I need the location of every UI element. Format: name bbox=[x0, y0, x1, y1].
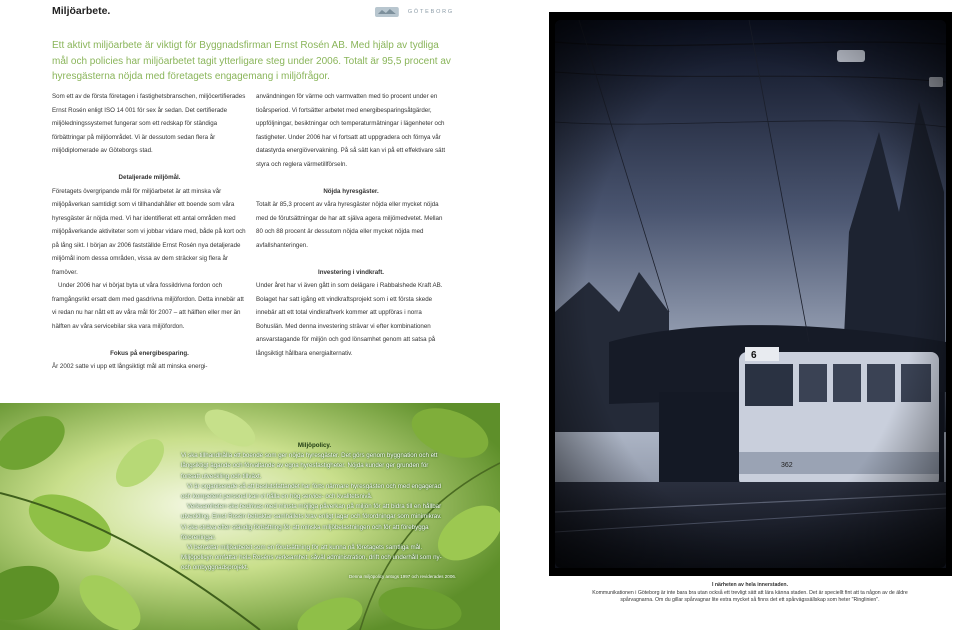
policy-paragraph: Vi ska tillhandhålla ett boende som ger nöjda hyresgäster. Det görs genom byggnation och ett långsiktigt ägande och förvaltande av egna hyresfastigheter. Nöjda kunder ger grunden för fortsatt utveckling och tillväxt. bbox=[181, 452, 438, 480]
text-column-left bbox=[52, 90, 247, 374]
caption-text: Kommunikationen i Göteborg är inte bara bra utan också ett trevligt sätt att lära känna staden. Det är speciellt fint att ta någon av de äldre spårvagnarna. Om du gillar spårvagnar lite extra mycket så finns det ett spårvägssällskap som heter "Ringlinien". bbox=[592, 589, 908, 604]
logo-text: GÖTEBORG bbox=[407, 9, 454, 15]
paragraph: År 2002 satte vi upp ett långsiktigt mål att minska energi- bbox=[52, 363, 208, 370]
spacer bbox=[52, 333, 247, 347]
policy-paragraph: Verksamheten ska bedrivas med minsta möjliga påverkan på miljön för att bidra till en hållbar utveckling. Ernst Rosén betraktar samhällets krav enligt lagar och förordningar som minimikrav. Vi ska sträva efter ständig förbättring för att minska miljöbelastningen och för att förebygga föroreningar. bbox=[181, 503, 442, 541]
paragraph: Företagets övergripande mål för miljöarbetet är att minska vår miljöpåverkan samtidigt som vi tillhandahåller ett boende som våra hyresgäster är nöjda med. Vi har identifierat ett antal områden med miljöpåverkande aktiviteter som vi jobbar vidare med, både på kort och på lång sikt. I början av 2006 fastställde Ernst Rosén nya detaljerade miljömål inom dessa områden, vissa av dem sträcker sig flera år framöver. bbox=[52, 187, 246, 276]
section-heading: Detaljerade miljömål. bbox=[118, 174, 181, 181]
goteborg-logo bbox=[374, 5, 454, 19]
policy-paragraph: Vi är organiserade så att beslutsfattandet har förts närmare hyresgästen och med engagerad och kompetent personal kan vi hålla en hög service- och kvalitetsnivå. bbox=[181, 482, 442, 501]
paragraph: Under 2006 har vi börjat byta ut våra fossildrivna fordon och framgångsrikt ersatt dem med gasdrivna miljöfordon. Detta innebär att vi redan nu har nått ett av våra mål för 2007 – att hälften eller mer än hälften av våra servicebilar ska vara miljöfordon. bbox=[52, 282, 244, 330]
spacer bbox=[52, 158, 247, 172]
section-heading: Fokus på energibesparing. bbox=[110, 349, 189, 357]
photo-caption bbox=[580, 582, 920, 605]
tram-photo bbox=[549, 12, 952, 576]
city-crest-icon bbox=[374, 6, 400, 18]
caption-title: I närheten av hela innerstaden. bbox=[711, 582, 789, 588]
section-heading: Investering i vindkraft. bbox=[317, 268, 385, 276]
text-column-right bbox=[256, 90, 446, 360]
lead-paragraph: Ett aktivt miljöarbete är viktigt för Byggnadsfirman Ernst Rosén AB. Med hjälp av tydliga mål och policies har miljöarbetet tagit ytterligare steg under 2006. Totalt är 95,5 procent av hyresgästerna nöjda med företagets engagemang i miljöfrågor. bbox=[52, 40, 451, 82]
policy-paragraph: Vi betraktar miljöarbetet som en förutsättning för att kunna nå företagets samtliga mål. Miljöpolicyn omfattar hela Roséns verksamhet: såväl administration, drift och underhåll som ny- och ombyggnadsprojekt. bbox=[181, 544, 442, 572]
paragraph: Under året har vi även gått in som delägare i Rabbalshede Kraft AB. Bolaget har satt igång ett vindkraftsprojekt som i ett första skede innebär att ett total vindkraftverk kommer att uppföras i norra Bohuslän. Med denna investering strävar vi efter kombinationen ansvarstagande för miljön och god lönsamhet genom att satsa på långsiktigt hållbara energialternativ. bbox=[256, 282, 443, 357]
paragraph: Som ett av de första företagen i fastighetsbranschen, miljöcertifierades Ernst Rosén enligt ISO 14 001 för sex år sedan. Det certifierade miljöledningssystemet fungerar som ett redskap för ständiga förbättringar på miljöområdet. Vi är dessutom sedan flera år miljödiplomerade av Göteborgs stad. bbox=[52, 93, 246, 154]
policy-signature: Denna miljöpolicy antogs 1997 och reviderades 2006. bbox=[349, 574, 457, 579]
spacer bbox=[256, 171, 446, 185]
policy-title: Miljöpolicy. bbox=[297, 442, 332, 449]
environmental-policy bbox=[181, 441, 448, 574]
section-heading: Nöjda hyresgäster. bbox=[323, 187, 379, 195]
spacer bbox=[256, 252, 446, 266]
paragraph: Totalt är 85,3 procent av våra hyresgäster nöjda eller mycket nöjda med de förutsättningar de har att själva agera miljömedvetet. Mellan 80 och 88 procent är dessutom nöjda eller mycket nöjda med avfallshanteringen. bbox=[256, 201, 443, 249]
paragraph: användningen för värme och varmvatten med tio procent under en tioårsperiod. Vi fortsätter arbetet med energibesparingsåtgärder, uppföljningar, besiktningar och temperaturmätningar i lägenheter och fastigheter. Under 2006 har vi fortsatt att uppgradera och förnya vår datastyrda energiövervakning. På så sätt kan vi på ett effektivare sätt styra och reglera värmetillförseln. bbox=[256, 93, 446, 168]
page-title: Miljöarbete. bbox=[52, 5, 111, 17]
